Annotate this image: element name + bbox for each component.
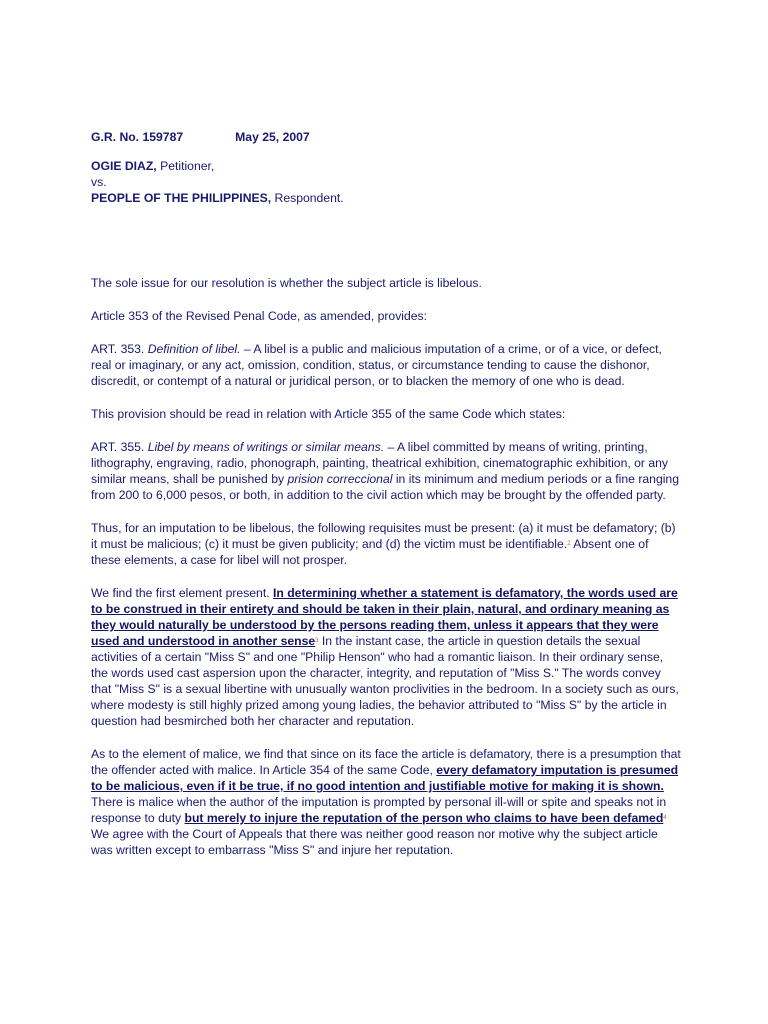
paragraph-sole-issue: The sole issue for our resolution is whether the subject article is libelous. [91, 276, 482, 290]
article-text: – A libel is a public and malicious imputation of a crime, or of a vice, or defect, real or imaginary, or any act, omission, condition, status, or circumstance tending to cause the dishonor, discredit, or contempt of a natural or juridical person, or to blacken the memory of one who is dead. [91, 342, 662, 388]
requisites-text: Thus, for an imputation to be libelous, the following requisites must be present: (a) it must be defamatory; (b) it must be malicious; (c) it must be given publicity; and (d) the victim must be identifiable. [91, 521, 676, 551]
paragraph-art-353 [91, 341, 681, 389]
case-date: May 25, 2007 [235, 130, 310, 144]
article-number: ART. 355. [91, 440, 148, 454]
paragraph-art-355-intro: This provision should be read in relation with Article 355 of the same Code which states: [91, 407, 566, 421]
article-heading: Libel by means of writings or similar means. [147, 440, 385, 454]
paragraph-requisites [91, 520, 681, 568]
respondent-name: PEOPLE OF THE PHILIPPINES, [91, 191, 272, 205]
article-text-end: in its minimum and medium periods or a fine ranging from 200 to 6,000 pesos, or both, in addition to the civil action which may be brought by the offended party. [91, 472, 679, 502]
footnote-ref-2[interactable]: 2 [567, 541, 571, 547]
first-element-text: In the instant case, the article in question details the sexual activities of a certain "Miss S" and one "Philip Henson" who had a romantic liaison. In their ordinary sense, the words used cast aspersion upon the character, integrity, and reputation of "Miss S." The words convey that "Miss S" is a sexual libertine with unusually wanton proclivities in the bedroom. In a society such as ours, where modesty is still highly prized among young ladies, the behavior attributed to "Miss S" by the article in question had besmirched both her character and reputation. [91, 634, 679, 728]
paragraph-first-element [91, 585, 681, 729]
requisites-text-end: Absent one of these elements, a case for libel will not prosper. [91, 537, 649, 567]
article-heading: Definition of libel. [147, 342, 241, 356]
emphasized-presumption: every defamatory imputation is presumed to be malicious, even if it be true, if no good intention and justifiable motive for making it is shown. [91, 763, 679, 793]
malice-intro: As to the element of malice, we find that since on its face the article is defamatory, there is a presumption that the offender acted with malice. In Article 354 of the same Code, [91, 747, 681, 777]
versus-line: vs. [91, 175, 107, 189]
malice-text: There is malice when the author of the imputation is prompted by personal ill-will or spite and speaks not in response to duty [91, 795, 667, 825]
petitioner-line [91, 158, 681, 174]
paragraph-art-353-intro: Article 353 of the Revised Penal Code, as amended, provides: [91, 309, 428, 323]
petitioner-role: Petitioner, [156, 159, 215, 173]
paragraph-malice [91, 746, 681, 858]
paragraph-art-355 [91, 439, 681, 503]
footnote-ref-4[interactable]: 4 [663, 815, 667, 821]
respondent-role: Respondent. [271, 191, 344, 205]
emphasized-holding: In determining whether a statement is defamatory, the words used are to be construed in their entirety and should be taken in their plain, natural, and ordinary meaning as they would naturally be understood by the persons reading them, unless it appears that they were used and understood in another sense [91, 586, 678, 648]
case-header [91, 129, 681, 145]
petitioner-name: OGIE DIAZ, [91, 159, 157, 173]
malice-text-end: We agree with the Court of Appeals that there was neither good reason nor motive why the subject article was written except to embarrass "Miss S" and injure her reputation. [91, 827, 658, 857]
first-element-intro: We find the first element present. [91, 586, 273, 600]
footnote-ref-3[interactable]: 3 [315, 638, 319, 644]
article-number: ART. 353. [91, 342, 148, 356]
case-number: G.R. No. 159787 [91, 130, 184, 144]
respondent-line [91, 190, 681, 206]
article-italic-term: prision correccional [287, 472, 393, 486]
decision-body [91, 129, 681, 858]
article-text: – A libel committed by means of writing, printing, lithography, engraving, radio, phonograph, painting, theatrical exhibition, cinematographic exhibition, or any similar means, shall be punished by [91, 440, 669, 486]
emphasized-malice-definition: but merely to injure the reputation of the person who claims to have been defamed [184, 811, 664, 825]
